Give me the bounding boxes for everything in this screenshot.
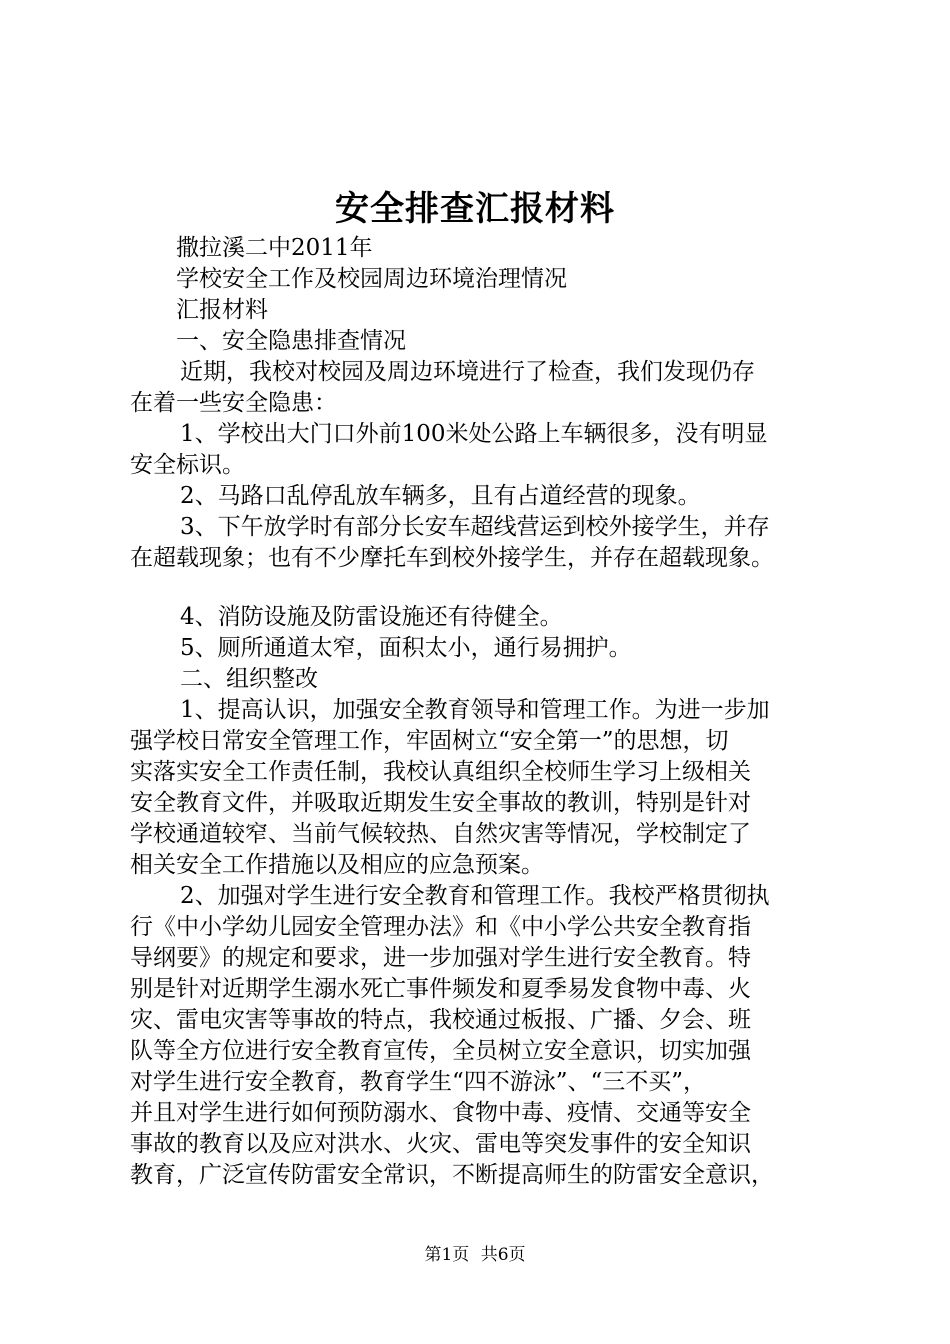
section-heading: 一、安全隐患排查情况 — [176, 328, 406, 354]
paragraph-line: 学校通道较窄、当前气候较热、自然灾害等情况，学校制定了 — [130, 821, 751, 847]
paragraph-line: 2、加强对学生进行安全教育和管理工作。我校严格贯彻执 — [180, 883, 770, 909]
paragraph-line: 撒拉溪二中2011年 — [176, 235, 373, 261]
document-title: 安全排查汇报材料 — [335, 189, 615, 229]
paragraph-line: 4、消防设施及防雷设施还有待健全。 — [180, 604, 563, 630]
paragraph-line: 在着一些安全隐患： — [130, 390, 337, 416]
paragraph-line: 汇报材料 — [176, 297, 268, 323]
section-heading: 二、组织整改 — [180, 666, 318, 692]
paragraph-line: 3、下午放学时有部分长安车超线营运到校外接学生，并存 — [180, 514, 770, 540]
paragraph-line: 强学校日常安全管理工作，牢固树立“安全第一”的思想，切 — [130, 728, 729, 754]
paragraph-line: 近期，我校对校园及周边环境进行了检查，我们发现仍存 — [180, 359, 755, 385]
paragraph-line: 安全教育文件，并吸取近期发生安全事故的教训，特别是针对 — [130, 790, 751, 816]
paragraph-line: 1、提高认识，加强安全教育领导和管理工作。为进一步加 — [180, 697, 770, 723]
paragraph-line: 行《中小学幼儿园安全管理办法》和《中小学公共安全教育指 — [130, 914, 751, 940]
paragraph-spacer — [130, 574, 830, 602]
paragraph-line: 灾、雷电灾害等事故的特点，我校通过板报、广播、夕会、班 — [130, 1007, 751, 1033]
paragraph-line: 对学生进行安全教育，教育学生“四不游泳”、“三不买”， — [130, 1069, 707, 1095]
paragraph-line: 安全标识。 — [130, 452, 245, 478]
page-number: 第1页 — [424, 1245, 470, 1265]
paragraph-line: 2、马路口乱停乱放车辆多，且有占道经营的现象。 — [180, 483, 701, 509]
paragraph-line: 教育，广泛宣传防雷安全常识，不断提高师生的防雷安全意识， — [130, 1162, 774, 1188]
paragraph-line: 在超载现象；也有不少摩托车到校外接学生，并存在超载现象。 — [130, 545, 774, 571]
document-body — [130, 233, 830, 1191]
paragraph-line: 事故的教育以及应对洪水、火灾、雷电等突发事件的安全知识 — [130, 1131, 751, 1157]
paragraph-line: 队等全方位进行安全教育宣传，全员树立安全意识，切实加强 — [130, 1038, 751, 1064]
paragraph-line: 导纲要》的规定和要求，进一步加强对学生进行安全教育。特 — [130, 945, 751, 971]
paragraph-line: 5、厕所通道太窄，面积太小，通行易拥护。 — [180, 635, 632, 661]
paragraph-line: 1、学校出大门口外前100米处公路上车辆很多，没有明显 — [180, 421, 768, 447]
paragraph-line: 学校安全工作及校园周边环境治理情况 — [176, 266, 567, 292]
paragraph-line: 别是针对近期学生溺水死亡事件频发和夏季易发食物中毒、火 — [130, 976, 751, 1002]
page-footer — [0, 1240, 950, 1265]
paragraph-line: 相关安全工作措施以及相应的应急预案。 — [130, 852, 544, 878]
paragraph-line: 实落实安全工作责任制，我校认真组织全校师生学习上级相关 — [130, 759, 751, 785]
page-total: 共6页 — [480, 1245, 526, 1265]
paragraph-line: 并且对学生进行如何预防溺水、食物中毒、疫情、交通等安全 — [130, 1100, 751, 1126]
